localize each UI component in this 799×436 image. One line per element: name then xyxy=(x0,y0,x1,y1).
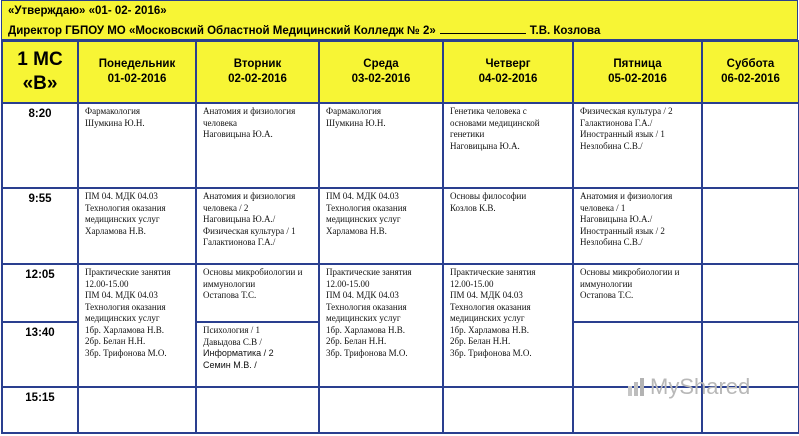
day-name: Суббота xyxy=(726,58,775,70)
lesson-cell-mon xyxy=(78,103,196,188)
lesson-subject: человека / 2 xyxy=(203,202,249,213)
lesson-subject: Иностранный язык / 2 xyxy=(580,225,665,236)
practical-time: 12.00-15.00 xyxy=(450,278,494,289)
lesson-teacher: Шумкина Ю.Н. xyxy=(326,117,386,128)
approval-header xyxy=(1,0,798,40)
lesson-subject: Технология оказания xyxy=(85,202,166,213)
lesson-subject: Анатомия и физиология xyxy=(203,106,296,116)
lesson-subject: Генетика человека с xyxy=(450,106,527,116)
day-date: 01-02-2016 xyxy=(107,73,167,85)
lesson-cell-sat xyxy=(702,264,799,322)
lesson-subject: Фармакология xyxy=(85,106,141,116)
practical-subgroup: 1бр. Харламова Н.В. xyxy=(326,324,406,335)
lesson-module: ПМ 04. МДК 04.03 xyxy=(85,191,158,201)
watermark-logo-icon xyxy=(626,376,648,398)
director-line xyxy=(8,22,600,37)
practical-module: ПМ 04. МДК 04.03 xyxy=(450,290,523,300)
lesson-subject: генетики xyxy=(450,129,485,139)
practical-subject: медицинских услуг xyxy=(450,313,525,323)
practical-subgroup: 2бр. Белан Н.Н. xyxy=(326,336,387,346)
lesson-subject: Основы микробиологии и xyxy=(580,267,680,277)
day-header-thursday xyxy=(443,41,573,103)
group-letter: «В» xyxy=(22,73,58,94)
lesson-subject: основами медицинской xyxy=(450,117,540,128)
lesson-teacher: Остапова Т.С. xyxy=(580,290,634,300)
lesson-teacher: Наговицына Ю.А./ xyxy=(203,214,276,224)
lesson-cell-fri xyxy=(573,103,702,188)
slot-row-1 xyxy=(2,103,799,188)
practical-subgroup: 1бр. Харламова Н.В. xyxy=(450,324,530,335)
practical-module: ПМ 04. МДК 04.03 xyxy=(85,290,158,300)
lesson-subject: Анатомия и физиология xyxy=(203,191,296,201)
lesson-teacher: Шумкина Ю.Н. xyxy=(85,117,145,128)
lesson-cell-thu xyxy=(443,387,573,433)
director-title: Директор ГБПОУ МО «Московский Областной Медицинский Колледж № 2» xyxy=(8,25,436,37)
practical-cell-thu xyxy=(443,264,573,387)
lesson-cell-tue xyxy=(196,188,319,264)
signature-blank xyxy=(440,22,526,34)
practical-subgroup: 2бр. Белан Н.Н. xyxy=(450,336,511,346)
lesson-teacher: Наговицына Ю.А./ xyxy=(580,214,653,224)
day-header-wednesday xyxy=(319,41,443,103)
day-date: 03-02-2016 xyxy=(351,73,411,85)
day-name: Среда xyxy=(363,58,399,70)
lesson-cell-mon xyxy=(78,387,196,433)
lesson-subject: медицинских услуг xyxy=(85,214,160,224)
day-name: Пятница xyxy=(613,58,662,70)
lesson-cell-thu xyxy=(443,103,573,188)
day-header-friday xyxy=(573,41,702,103)
lesson-teacher: Семин М.В. / xyxy=(203,359,257,370)
practical-subgroup: 3бр. Трифонова М.О. xyxy=(450,347,532,358)
lesson-cell-wed xyxy=(319,103,443,188)
day-name: Вторник xyxy=(233,58,282,70)
lesson-cell-tue xyxy=(196,387,319,433)
lesson-cell-sat xyxy=(702,103,799,188)
day-header-tuesday xyxy=(196,41,319,103)
lesson-cell-wed xyxy=(319,188,443,264)
day-date: 05-02-2016 xyxy=(608,73,667,85)
lesson-subject: иммунологии xyxy=(203,278,256,289)
director-name: Т.В. Козлова xyxy=(529,25,601,37)
practical-time: 12.00-15.00 xyxy=(85,278,129,289)
lesson-cell-fri xyxy=(573,264,702,322)
approval-line: «Утверждаю» «01- 02- 2016» xyxy=(8,5,167,17)
lesson-subject: Основы микробиологии и xyxy=(203,267,303,277)
lesson-subject: Иностранный язык / 1 xyxy=(580,129,665,139)
lesson-module: ПМ 04. МДК 04.03 xyxy=(326,191,399,201)
lesson-subject: человека xyxy=(203,117,237,128)
day-date: 06-02-2016 xyxy=(721,73,780,85)
practical-subject: медицинских услуг xyxy=(85,313,160,323)
lesson-teacher: Галактионова Г.А./ xyxy=(580,117,653,128)
practical-time: 12.00-15.00 xyxy=(326,278,370,289)
watermark-text: MyShared xyxy=(650,374,751,399)
lesson-teacher: Наговицына Ю.А. xyxy=(203,129,273,139)
lesson-cell-wed xyxy=(319,387,443,433)
lesson-cell-fri xyxy=(573,188,702,264)
lesson-teacher: Незлобина С.В./ xyxy=(580,140,643,151)
day-name: Четверг xyxy=(485,58,531,70)
lesson-teacher: Галактионова Г.А./ xyxy=(203,237,276,247)
lesson-subject: Информатика / 2 xyxy=(203,348,274,358)
lesson-teacher: Давыдова С.В / xyxy=(203,336,262,347)
day-header-saturday xyxy=(702,41,799,103)
lesson-cell-mon xyxy=(78,188,196,264)
day-date: 02-02-2016 xyxy=(228,73,287,85)
practical-title: Практические занятия xyxy=(85,267,171,277)
lesson-teacher: Незлобина С.В./ xyxy=(580,237,643,247)
lesson-teacher: Остапова Т.С. xyxy=(203,290,257,300)
lesson-subject: Психология / 1 xyxy=(203,325,260,335)
lesson-cell-tue xyxy=(196,103,319,188)
lesson-subject: Физическая культура / 1 xyxy=(203,225,296,236)
practical-subject: Технология оказания xyxy=(85,301,166,312)
time-label: 9:55 xyxy=(2,188,78,264)
lesson-teacher: Наговицына Ю.А. xyxy=(450,140,520,151)
time-label: 13:40 xyxy=(2,322,78,387)
lesson-cell-sat xyxy=(702,188,799,264)
lesson-teacher: Харламова Н.В. xyxy=(85,225,146,236)
lesson-subject: медицинских услуг xyxy=(326,214,401,224)
lesson-teacher: Харламова Н.В. xyxy=(326,225,387,236)
days-row xyxy=(2,41,799,103)
practical-cell-wed xyxy=(319,264,443,387)
practical-subject: Технология оказания xyxy=(450,301,531,312)
lesson-subject: Анатомия и физиология xyxy=(580,191,673,201)
practical-title: Практические занятия xyxy=(326,267,412,277)
lesson-subject: иммунологии xyxy=(580,278,633,289)
lesson-subject: Технология оказания xyxy=(326,202,407,213)
watermark xyxy=(626,374,750,400)
lesson-cell-tue xyxy=(196,322,319,387)
slot-row-2 xyxy=(2,188,799,264)
lesson-subject: Фармакология xyxy=(326,106,382,116)
time-label: 8:20 xyxy=(2,103,78,188)
time-label: 15:15 xyxy=(2,387,78,433)
lesson-teacher: Козлов К.В. xyxy=(450,202,496,213)
practical-subgroup: 2бр. Белан Н.Н. xyxy=(85,336,146,346)
lesson-subject: Физическая культура / 2 xyxy=(580,106,673,116)
practical-title: Практические занятия xyxy=(450,267,536,277)
day-name: Понедельник xyxy=(98,58,176,70)
practical-module: ПМ 04. МДК 04.03 xyxy=(326,290,399,300)
lesson-subject: Основы философии xyxy=(450,191,527,201)
practical-cell-mon xyxy=(78,264,196,387)
practical-subgroup: 3бр. Трифонова М.О. xyxy=(85,347,167,358)
lesson-subject: человека / 1 xyxy=(580,202,626,213)
day-header-monday xyxy=(78,41,196,103)
practical-subject: Технология оказания xyxy=(326,301,407,312)
group-code: 1 МС xyxy=(17,49,63,70)
practical-subgroup: 3бр. Трифонова М.О. xyxy=(326,347,408,358)
slot-row-3 xyxy=(2,264,799,322)
lesson-cell-thu xyxy=(443,188,573,264)
time-label: 12:05 xyxy=(2,264,78,322)
group-cell xyxy=(2,41,78,103)
day-date: 04-02-2016 xyxy=(478,73,538,85)
practical-subject: медицинских услуг xyxy=(326,313,401,323)
lesson-cell-tue xyxy=(196,264,319,322)
practical-subgroup: 1бр. Харламова Н.В. xyxy=(85,324,165,335)
